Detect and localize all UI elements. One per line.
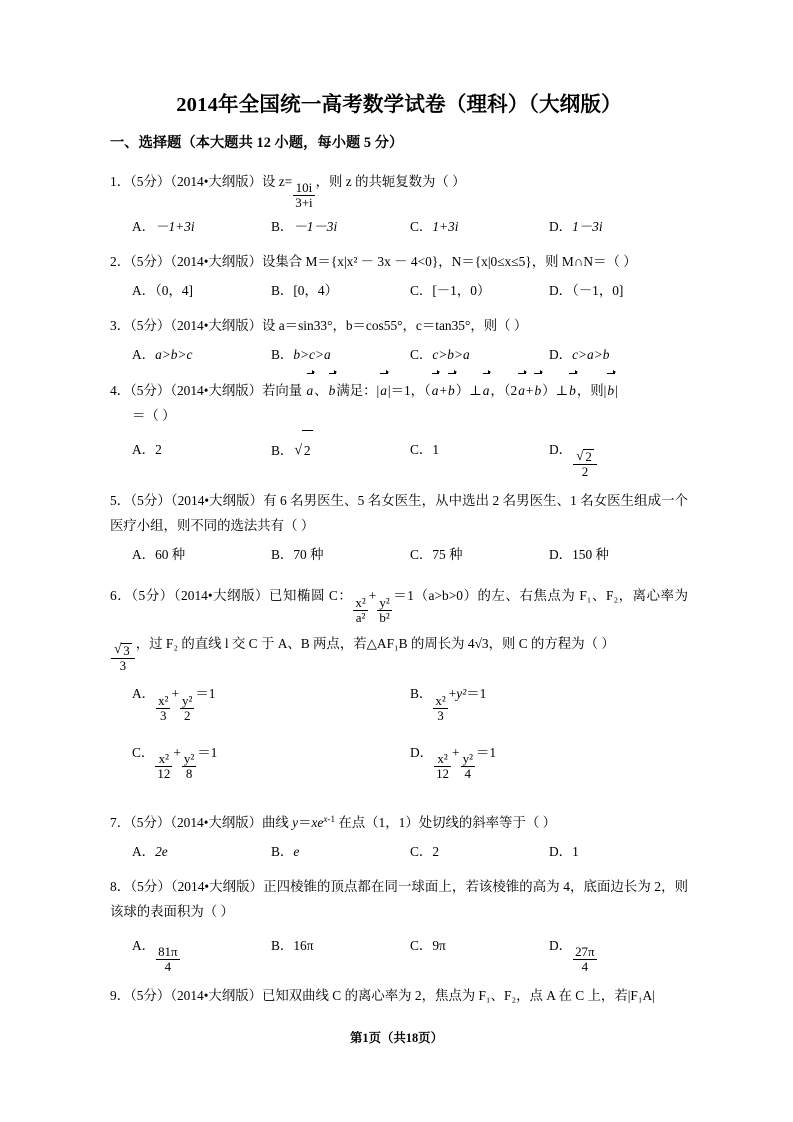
option-d[interactable] (549, 542, 688, 568)
question-2 (110, 249, 688, 304)
fraction-denominator: b² (379, 610, 390, 626)
question-8-options (110, 926, 688, 975)
option-c[interactable] (410, 542, 549, 568)
question-9-score: （5分） (130, 988, 171, 1004)
question-3-options (110, 342, 688, 368)
option-b[interactable] (271, 342, 410, 368)
fraction-numerator (111, 643, 135, 659)
q4-p9: ，则| (576, 383, 607, 399)
option-b-text: b>c>a (293, 347, 331, 363)
question-9-text: 已知双曲线 C 的离心率为 2，焦点为 F₁、F₂，点 A 在 C 上，若|F₁A| (262, 988, 655, 1004)
option-d[interactable] (549, 214, 688, 240)
option-a-text: 2 (155, 442, 162, 458)
question-4-options (110, 430, 688, 479)
option-d-x-term (434, 752, 451, 781)
question-6-score: （5分） (131, 588, 174, 604)
q4-p2: 满足：| (336, 383, 380, 399)
fraction-numerator: 81π (158, 944, 178, 960)
fraction-denominator: 12 (157, 766, 171, 782)
option-c-x-term (155, 752, 172, 781)
option-d-label: D． (549, 347, 573, 363)
option-a-tail: ＝1 (195, 685, 216, 701)
q6-text-a: 已知椭圆 C： (269, 588, 353, 604)
option-c-label: C． (410, 547, 433, 563)
option-a[interactable] (132, 214, 271, 240)
question-9-stem (110, 983, 688, 1008)
question-6 (110, 577, 688, 800)
option-a-fraction (156, 945, 180, 974)
option-b[interactable] (271, 278, 410, 304)
option-d-label: D． (549, 219, 573, 235)
question-9-number: 9． (110, 988, 131, 1004)
option-a-y-term (180, 694, 194, 723)
option-b-label: B． (271, 219, 294, 235)
option-d-label: D． (549, 843, 573, 859)
fraction-numerator: x² (355, 595, 366, 611)
ellipse-y-term (377, 596, 391, 625)
question-1 (110, 163, 688, 241)
option-c-label: C． (132, 744, 155, 760)
question-4-score: （5分） (130, 383, 171, 399)
option-a[interactable]: A． $\frac{\text{x²}}{3}$ + $\frac{\text{y²}}{2}$ ＝1 (132, 685, 216, 723)
question-6-options (110, 683, 688, 801)
page-number: 第1页（共18页） (350, 1031, 443, 1045)
option-c-text: 1+3i (432, 219, 459, 235)
q4-p0: 若向量 (262, 383, 306, 399)
fraction-numerator: 27π (575, 944, 595, 960)
option-a[interactable] (132, 542, 271, 568)
question-1-fraction (293, 181, 314, 210)
question-5-number: 5． (110, 493, 131, 509)
vector-a-icon: a (483, 377, 490, 403)
question-6-source: （2014•大纲版） (173, 588, 270, 604)
question-5-stem (110, 488, 688, 538)
q4-p4: + (439, 383, 448, 399)
option-c-text: 75 种 (432, 547, 463, 563)
option-c[interactable] (410, 430, 549, 479)
question-2-stem (110, 249, 688, 274)
option-d[interactable]: D． $\frac{\text{x²}}{12}$ + $\frac{\text{y²}}{4}$ ＝1 (410, 744, 497, 782)
option-a-label: A． (132, 547, 156, 563)
question-2-score: （5分） (130, 254, 171, 270)
question-3-text: 设 a＝sin33°，b＝cos55°，c＝tan35°，则（ ） (262, 318, 528, 334)
fraction-denominator: 8 (185, 766, 193, 782)
option-d[interactable] (549, 430, 688, 479)
question-3-source: （2014•大纲版） (170, 318, 262, 334)
vector-b-icon: b (534, 377, 541, 403)
option-a-label: A． (132, 685, 156, 701)
option-c-tail: ＝1 (197, 744, 218, 760)
option-d-y-term (461, 752, 475, 781)
option-c-label: C． (410, 219, 433, 235)
fraction-numerator: y² (462, 751, 473, 767)
fraction-numerator: y² (379, 595, 390, 611)
option-b[interactable] (271, 542, 410, 568)
question-1-text-after: ，则 z 的共轭复数为（ ） (315, 173, 466, 189)
option-a[interactable] (132, 430, 271, 479)
question-8 (110, 874, 688, 975)
option-a-label: A． (132, 442, 156, 458)
option-b[interactable] (271, 839, 410, 865)
question-4-source: （2014•大纲版） (170, 383, 262, 399)
option-d[interactable] (549, 839, 688, 865)
option-d[interactable] (549, 926, 688, 975)
option-c-text: 9π (432, 937, 446, 953)
option-a-text: －1+3i (155, 219, 195, 235)
question-5-score: （5分） (130, 493, 171, 509)
option-d-fraction (573, 449, 597, 479)
option-d-label: D． (410, 744, 434, 760)
option-a[interactable] (132, 839, 271, 865)
fraction-denominator: 4 (581, 959, 589, 975)
option-c-y-term (182, 752, 196, 781)
fraction-numerator: 10i (293, 181, 314, 196)
option-d-label: D． (549, 283, 573, 299)
q4-p5: ）⊥ (455, 383, 482, 399)
fraction-denominator: 12 (436, 766, 450, 782)
option-d[interactable] (549, 342, 688, 368)
option-a[interactable] (132, 342, 271, 368)
option-d-tail: ＝1 (476, 744, 497, 760)
option-b-text: [0，4） (293, 283, 338, 299)
section-header: 一、选择题（本大题共 12 小题，每小题 5 分） (110, 134, 404, 151)
question-4 (110, 377, 688, 479)
fraction-numerator (573, 449, 597, 465)
fraction-denominator: 3 (437, 707, 444, 723)
fraction-denominator: a² (355, 610, 366, 626)
question-3 (110, 313, 688, 368)
question-3-score: （5分） (130, 318, 171, 334)
fraction-numerator: x² (155, 752, 172, 767)
option-b-text: －1－3i (293, 219, 338, 235)
question-2-source: （2014•大纲版） (170, 254, 262, 270)
page-content (110, 92, 688, 1017)
vector-a-icon: a (380, 377, 387, 403)
fraction-denominator: 2 (183, 707, 191, 723)
vector-a-icon: a (307, 377, 314, 403)
question-7-score: （5分） (130, 814, 171, 830)
question-1-number: 1． (110, 173, 131, 189)
option-a-text: 60 种 (155, 547, 186, 563)
q4-tail: ＝（ ） (132, 408, 176, 424)
option-c-text: 1 (432, 442, 440, 458)
q4-p7: + (525, 383, 534, 399)
option-c[interactable] (410, 214, 549, 240)
question-7-stem: 7．（5分）（2014•大纲版）曲线 $y=xe^{x-1}$ 在点（1，1）处切线的斜率等于（ ） (110, 813, 556, 830)
eccentricity-fraction (111, 643, 135, 673)
option-a-label: A． (132, 347, 156, 363)
q4-p8: ）⊥ (542, 383, 569, 399)
question-2-options (110, 278, 688, 304)
vector-a-icon: a (518, 377, 525, 403)
question-1-source: （2014•大纲版） (170, 173, 262, 189)
fraction-denominator: 4 (464, 766, 472, 782)
ellipse-x-term (353, 596, 367, 625)
option-a-x-term (156, 694, 170, 723)
question-1-stem (110, 163, 688, 211)
question-4-stem (110, 377, 688, 403)
option-c-label: C． (410, 937, 433, 953)
question-8-text: 正四棱锥的顶点都在同一球面上，若该棱锥的高为 4，底面边长为 2，则该球的表面积为（ ） (110, 878, 688, 919)
option-a-label: A． (132, 937, 156, 953)
question-1-score: （5分） (130, 173, 171, 189)
option-b-x-term (433, 694, 447, 723)
question-7 (110, 810, 688, 865)
option-c-label: C． (410, 843, 433, 859)
question-5-source: （2014•大纲版） (170, 493, 264, 509)
option-b-tail: ＝1 (466, 685, 487, 701)
question-6-number: 6． (110, 588, 132, 604)
option-d-label: D． (549, 937, 573, 953)
option-d-text: （－1，0] (572, 283, 624, 299)
option-c[interactable] (410, 278, 549, 304)
option-c-label: C． (410, 442, 433, 458)
question-3-number: 3． (110, 318, 131, 334)
question-9 (110, 983, 688, 1008)
fraction-denominator: 3+i (295, 195, 313, 211)
fraction-numerator: y² (182, 692, 193, 708)
option-d-text: 150 种 (572, 547, 609, 563)
question-1-options (110, 214, 688, 240)
vector-a-icon: a (432, 377, 439, 403)
question-8-source: （2014•大纲版） (170, 878, 264, 894)
vector-b-icon: b (607, 377, 614, 403)
option-b-text: 16π (293, 937, 314, 953)
option-d-text: 1－3i (572, 219, 603, 235)
vector-b-icon: b (329, 377, 336, 403)
option-b-label: B． (271, 283, 294, 299)
q4-p1: 、 (314, 383, 328, 399)
question-8-number: 8． (110, 878, 131, 894)
option-c[interactable] (410, 342, 549, 368)
option-c[interactable] (410, 926, 549, 975)
option-b-label: B． (271, 843, 294, 859)
option-c-label: C． (410, 283, 433, 299)
question-4-number: 4． (110, 383, 131, 399)
option-a-text: （0，4] (155, 283, 193, 299)
sqrt-icon: √ 2 (576, 449, 594, 464)
question-5 (110, 488, 688, 568)
option-b-label: B． (271, 347, 294, 363)
q4-p6: ，（2 (490, 383, 518, 399)
page-title: 2014年全国统一高考数学试卷（理科）（大纲版） (176, 94, 622, 116)
q6-text-b: ＝1（a>b>0）的左、右焦点为 F₁、F₂，离心率为 (392, 588, 688, 604)
question-7-options (110, 839, 688, 865)
option-d[interactable] (549, 278, 688, 304)
option-c[interactable] (410, 839, 549, 865)
option-b[interactable] (271, 926, 410, 975)
option-c-text: c>b>a (432, 347, 470, 363)
option-c-label: C． (410, 347, 433, 363)
q6-text-c: ，过 F₂ 的直线 l 交 C 于 A、B 两点，若△AF₁B 的周长为 4√3，则 C 的方程为（ ） (135, 636, 615, 652)
option-b-text: e (293, 843, 300, 859)
option-a-label: A． (132, 219, 156, 235)
option-c[interactable]: C． $\frac{\text{x²}}{12}$ + $\frac{\text{y²}}{8}$ ＝1 (132, 744, 218, 782)
option-b[interactable]: B． $\frac{\text{x²}}{3}$ +y²＝1 (410, 685, 487, 723)
question-7-source: （2014•大纲版） (170, 814, 262, 830)
question-3-stem (110, 313, 688, 338)
option-c-text: [－1，0） (432, 283, 491, 299)
option-a[interactable] (132, 278, 271, 304)
q4-p10: | (615, 383, 618, 399)
option-b-text: 70 种 (293, 547, 324, 563)
fraction-numerator: x² (158, 692, 169, 708)
option-b-label: B． (271, 443, 294, 459)
option-d-label: D． (549, 547, 573, 563)
option-d-fraction (573, 945, 597, 974)
page-footer (0, 1028, 793, 1046)
fraction-numerator: y² (183, 751, 195, 767)
question-2-text: 设集合 M＝{x|x² － 3x － 4<0}，N＝{x|0≤x≤5}，则 M∩N＝（ ） (262, 254, 637, 270)
sqrt-icon (294, 430, 312, 471)
option-d-text: c>a>b (572, 347, 610, 363)
option-a-text: a>b>c (155, 347, 193, 363)
question-6-stem: 6．（5分）（2014•大纲版）已知椭圆 C： $\frac{\text{x²}}{\text{a²}}$ + $\frac{\text{y²}}{\text{b²}}$ ＝1（a>b>0）的左、右焦点为 F₁、F₂，离心率为 √ $\frac{3}{3}$ ，过 F₂ 的直线 l 交 C 于 A、B 两点，若△AF₁B 的周长为 4√3，则 C 的方程为（ ） (110, 577, 688, 673)
option-d-label: D． (549, 442, 573, 458)
option-b-label: B． (410, 685, 433, 701)
option-a-label: A． (132, 843, 156, 859)
fraction-numerator: x² (435, 692, 446, 708)
option-a-label: A． (132, 283, 156, 299)
option-a-text: 2e (155, 843, 168, 859)
option-b-label: B． (271, 937, 294, 953)
question-5-options (110, 542, 688, 568)
fraction-denominator: 3 (160, 707, 167, 723)
fraction-denominator: 4 (164, 959, 172, 975)
question-5-text: 有 6 名男医生、5 名女医生，从中选出 2 名男医生、1 名女医生组成一个医疗小组，则不同的选法共有（ ） (110, 493, 688, 534)
fraction-denominator: 2 (581, 464, 589, 480)
option-b-y-term: y² (456, 685, 467, 701)
question-2-number: 2． (110, 254, 131, 270)
option-b[interactable] (271, 214, 410, 240)
vector-b-icon: b (569, 377, 576, 403)
question-4-stem-tail (110, 403, 688, 428)
fraction-denominator: 3 (119, 657, 127, 673)
question-7-number: 7． (110, 814, 131, 830)
q4-p3: |＝1，（ (387, 383, 431, 399)
vector-b-icon: b (448, 377, 455, 403)
option-c-text: 2 (432, 843, 440, 859)
option-a[interactable] (132, 926, 271, 975)
question-9-source: （2014•大纲版） (170, 988, 262, 1004)
fraction-numerator: x² (434, 752, 451, 767)
question-8-score: （5分） (130, 878, 171, 894)
option-b-label: B． (271, 547, 294, 563)
question-1-text-before: 设 z= (262, 173, 293, 189)
option-b-radicand: 2 (302, 430, 313, 471)
option-d-text: 1 (572, 843, 579, 859)
sqrt-icon: √ 3 (114, 643, 132, 658)
question-8-stem (110, 874, 688, 924)
option-b[interactable] (271, 430, 410, 479)
